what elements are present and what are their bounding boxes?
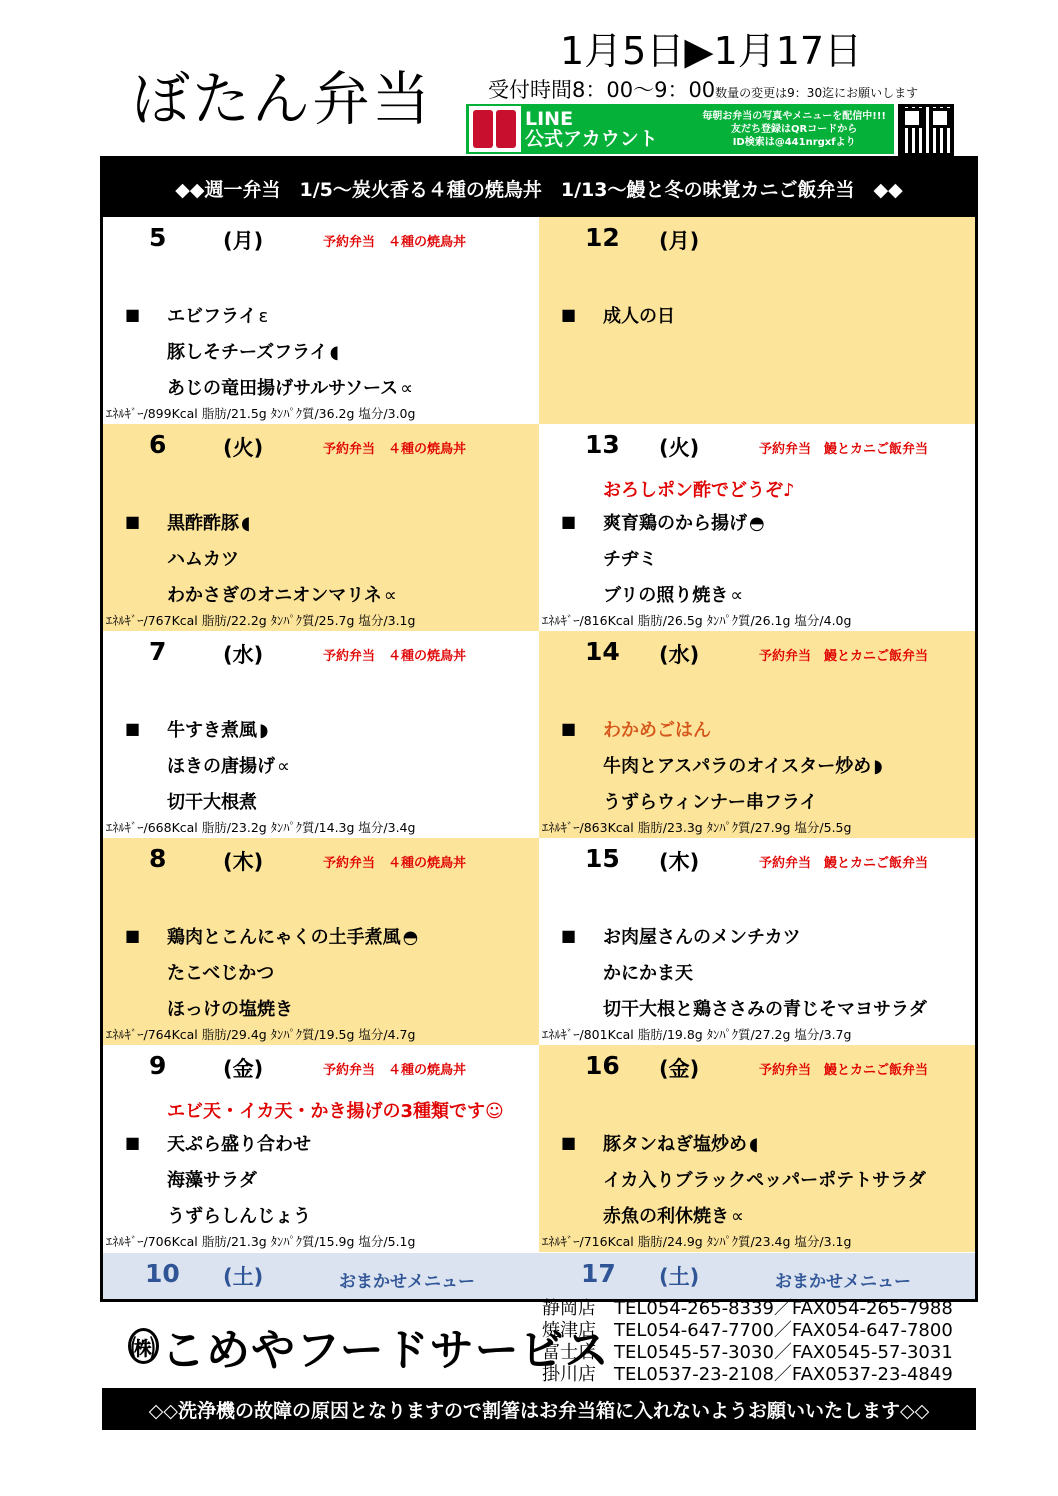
company-mark: ㈱ (128, 1328, 159, 1364)
menu-item-label: ほきの唐揚げ (167, 756, 275, 777)
menu-item (167, 1130, 311, 1156)
menu-item (603, 995, 927, 1021)
reservation-tag: 予約弁当 鰻とカニご飯弁当 (759, 856, 929, 871)
day-number: 6 (149, 430, 167, 459)
menu-item-label: あじの竜田揚げサルサソース (167, 378, 399, 399)
menu-item (603, 1130, 758, 1156)
pig-icon: ◖ (329, 342, 340, 363)
weekly-headline: ◆◆週一弁当 1/5～炭火香る４種の焼鳥丼 1/13～鰻と冬の味覚カニご飯弁当 ◆◆ (103, 159, 975, 217)
nutrition-info: ｴﾈﾙｷﾞｰ/899Kcal 脂肪/21.5g ﾀﾝﾊﾟｸ質/36.2g 塩分/3.0g (106, 406, 416, 421)
day-number: 12 (585, 223, 620, 252)
menu-item-label: 豚しそチーズフライ (167, 342, 328, 363)
day-cell (539, 217, 975, 424)
reservation-tag: 予約弁当 ４種の焼鳥丼 (323, 235, 467, 250)
day-number: 14 (585, 637, 620, 666)
menu-item-label: ブリの照り焼き (603, 585, 729, 606)
day-cell (539, 1045, 975, 1252)
day-number: 13 (585, 430, 620, 459)
menu-item-label: チヂミ (603, 549, 657, 570)
menu-item-label: お肉屋さんのメンチカツ (603, 927, 801, 948)
pig-icon: ◖ (241, 513, 251, 534)
chicken-icon: ◓ (749, 513, 765, 534)
fish-icon: ∝ (277, 756, 290, 777)
bullet-square: ■ (561, 512, 577, 531)
day-number: 8 (149, 844, 167, 873)
menu-item-label: イカ入りブラックペッパーポテトサラダ (603, 1170, 926, 1191)
bullet-square: ■ (125, 719, 141, 738)
day-cell (103, 424, 539, 631)
reservation-tag: 予約弁当 ４種の焼鳥丼 (323, 649, 467, 664)
menu-item-label: ほっけの塩焼き (167, 999, 293, 1020)
menu-item (167, 374, 413, 400)
weekday: (月) (659, 229, 700, 253)
fish-icon: ∝ (383, 585, 397, 606)
bullet-square: ■ (561, 1133, 577, 1152)
menu-item (603, 509, 765, 535)
nutrition-info: ｴﾈﾙｷﾞｰ/767Kcal 脂肪/22.2g ﾀﾝﾊﾟｸ質/25.7g 塩分/3.1g (106, 613, 416, 628)
weekday: (木) (223, 850, 264, 874)
store-line: 掛川店 TEL0537-23-2108／FAX0537-23-4849 (542, 1364, 953, 1385)
menu-item-label: エビフライ (167, 306, 257, 327)
saturday-row (103, 1253, 975, 1299)
weekday: (水) (659, 643, 700, 667)
menu-item (167, 788, 257, 814)
menu-item (167, 923, 418, 949)
reservation-tag: 予約弁当 ４種の焼鳥丼 (323, 1063, 467, 1078)
day-number: 7 (149, 637, 167, 666)
line-note: 毎朝お弁当の写真やメニューを配信中!!! (702, 110, 886, 122)
menu-item-label: うずらウィンナー串フライ (603, 792, 818, 813)
menu-item (167, 995, 293, 1021)
menu-item (167, 752, 290, 778)
pig-icon: ◖ (749, 1134, 759, 1155)
chopsticks-notice: ◇◇洗浄機の故障の原因となりますので割箸はお弁当箱に入れないようお願いいたします◇◇ (102, 1388, 976, 1430)
menu-item-label: 爽育鶏のから揚げ (603, 513, 747, 534)
shop-title: ぼたん弁当 (132, 65, 433, 133)
qr-code-icon[interactable] (898, 104, 954, 156)
menu-calendar (100, 156, 978, 1302)
shrimp-icon: ε (258, 306, 269, 327)
saturday-menu-label: おまかせメニュー (339, 1272, 475, 1292)
menu-item (167, 302, 268, 328)
reservation-tag: 予約弁当 ４種の焼鳥丼 (323, 856, 467, 871)
fish-icon: ∝ (730, 585, 744, 606)
menu-item-label: たこべじかつ (167, 963, 275, 984)
line-title: LINE (525, 108, 574, 130)
menu-item (167, 338, 339, 364)
menu-item-label: うずらしんじょう (167, 1206, 311, 1227)
line-subtitle: 公式アカウント (525, 128, 658, 150)
menu-item (167, 545, 239, 571)
store-list (542, 1298, 953, 1386)
weekday: (金) (223, 1057, 264, 1081)
menu-item (603, 923, 801, 949)
weekday: (月) (223, 229, 264, 253)
weekday: (木) (659, 850, 700, 874)
bullet-square: ■ (561, 926, 577, 945)
nutrition-info: ｴﾈﾙｷﾞｰ/863Kcal 脂肪/23.3g ﾀﾝﾊﾟｸ質/27.9g 塩分/5.5g (542, 820, 852, 835)
weekday: (金) (659, 1057, 700, 1081)
weekday: (火) (223, 436, 264, 460)
date-range: 1月5日▶1月17日 (560, 29, 863, 73)
bullet-square: ■ (125, 1133, 141, 1152)
menu-item (167, 1202, 311, 1228)
menu-item-label: 赤魚の利休焼き (603, 1206, 729, 1227)
bullet-square: ■ (561, 305, 577, 324)
menu-item (603, 1166, 926, 1192)
menu-item-label: わかめごはん (603, 720, 711, 741)
menu-item (167, 509, 250, 535)
menu-item-label: 鶏肉とこんにゃくの土手煮風 (167, 927, 401, 948)
day-cell (539, 424, 975, 631)
nutrition-info: ｴﾈﾙｷﾞｰ/816Kcal 脂肪/26.5g ﾀﾝﾊﾟｸ質/26.1g 塩分/4.0g (542, 613, 852, 628)
nutrition-info: ｴﾈﾙｷﾞｰ/716Kcal 脂肪/24.9g ﾀﾝﾊﾟｸ質/23.4g 塩分/3.1g (542, 1234, 852, 1249)
menu-item-label: 切干大根と鶏ささみの青じそマヨサラダ (603, 999, 927, 1020)
menu-item-label: かにかま天 (603, 963, 693, 984)
menu-item (603, 302, 675, 328)
order-hours (488, 74, 918, 104)
store-line: 静岡店 TEL054-265-8339／FAX054-265-7988 (542, 1298, 953, 1319)
chicken-icon: ◓ (402, 927, 419, 948)
menu-item-label: 成人の日 (603, 306, 675, 327)
saturday-weekday: (土) (659, 1265, 700, 1289)
nutrition-info: ｴﾈﾙｷﾞｰ/706Kcal 脂肪/21.3g ﾀﾝﾊﾟｸ質/15.9g 塩分/5.1g (106, 1234, 416, 1249)
cow-icon: ◗ (259, 720, 269, 741)
menu-item (603, 788, 817, 814)
line-banner[interactable] (466, 104, 894, 154)
special-note: エビ天・イカ天・かき揚げの3種類です☺ (167, 1101, 504, 1122)
line-logo-icon (469, 106, 521, 152)
special-note: おろしポン酢でどうぞ♪ (603, 480, 795, 501)
cow-icon: ◗ (873, 756, 883, 777)
menu-item-label: わかさぎのオニオンマリネ (167, 585, 382, 606)
weekday: (火) (659, 436, 700, 460)
saturday-menu-label: おまかせメニュー (775, 1272, 911, 1292)
nutrition-info: ｴﾈﾙｷﾞｰ/801Kcal 脂肪/19.8g ﾀﾝﾊﾟｸ質/27.2g 塩分/3.7g (542, 1027, 852, 1042)
menu-item-label: 牛すき煮風 (167, 720, 257, 741)
reservation-tag: 予約弁当 ４種の焼鳥丼 (323, 442, 467, 457)
menu-item-label: 切干大根煮 (167, 792, 257, 813)
menu-item (603, 752, 883, 778)
nutrition-info: ｴﾈﾙｷﾞｰ/764Kcal 脂肪/29.4g ﾀﾝﾊﾟｸ質/19.5g 塩分/4.7g (106, 1027, 416, 1042)
store-line: 焼津店 TEL054-647-7700／FAX054-647-7800 (542, 1320, 953, 1341)
day-cell (539, 838, 975, 1045)
bullet-square: ■ (561, 719, 577, 738)
menu-item (603, 581, 743, 607)
day-cell (103, 1045, 539, 1252)
menu-item-label: 黒酢酢豚 (167, 513, 239, 534)
reservation-tag: 予約弁当 鰻とカニご飯弁当 (759, 649, 929, 664)
day-cell (103, 217, 539, 424)
company-logo (128, 1318, 610, 1376)
bullet-square: ■ (125, 926, 141, 945)
menu-item (603, 959, 693, 985)
order-hours-note: 数量の変更は9：30迄にお願いします (715, 86, 919, 100)
menu-item-label: 豚タンねぎ塩炒め (603, 1134, 747, 1155)
fish-icon: ∝ (731, 1206, 744, 1227)
menu-item-label: 牛肉とアスパラのオイスター炒め (603, 756, 872, 777)
menu-item (167, 1166, 257, 1192)
nutrition-info: ｴﾈﾙｷﾞｰ/668Kcal 脂肪/23.2g ﾀﾝﾊﾟｸ質/14.3g 塩分/3.4g (106, 820, 416, 835)
bullet-square: ■ (125, 512, 141, 531)
company-name: こめやフードサービス (161, 1325, 610, 1376)
reservation-tag: 予約弁当 鰻とカニご飯弁当 (759, 442, 929, 457)
day-number: 16 (585, 1051, 620, 1080)
day-number: 5 (149, 223, 167, 252)
menu-item-label: ハムカツ (167, 549, 239, 570)
fish-icon: ∝ (400, 378, 413, 399)
menu-item-label: 海藻サラダ (167, 1170, 257, 1191)
day-number: 15 (585, 844, 620, 873)
bullet-square: ■ (125, 305, 141, 324)
saturday-day: 10 (145, 1259, 180, 1288)
line-note: ID検索は@441nrgxfより (732, 136, 856, 148)
store-line: 富士店 TEL0545-57-3030／FAX0545-57-3031 (542, 1342, 953, 1363)
order-hours-main: 受付時間8：00～9：00 (488, 78, 716, 102)
day-cell (539, 631, 975, 838)
menu-item (603, 1202, 744, 1228)
menu-item (167, 581, 397, 607)
day-cell (103, 631, 539, 838)
menu-item (167, 959, 274, 985)
menu-item (603, 716, 711, 742)
menu-item (167, 716, 268, 742)
weekday: (水) (223, 643, 264, 667)
line-note: 友だち登録はQRコードから (731, 123, 858, 135)
day-cell (103, 838, 539, 1045)
saturday-weekday: (土) (223, 1265, 264, 1289)
reservation-tag: 予約弁当 鰻とカニご飯弁当 (759, 1063, 929, 1078)
day-number: 9 (149, 1051, 167, 1080)
saturday-day: 17 (581, 1259, 616, 1288)
menu-item-label: 天ぷら盛り合わせ (167, 1134, 311, 1155)
menu-item (603, 545, 657, 571)
